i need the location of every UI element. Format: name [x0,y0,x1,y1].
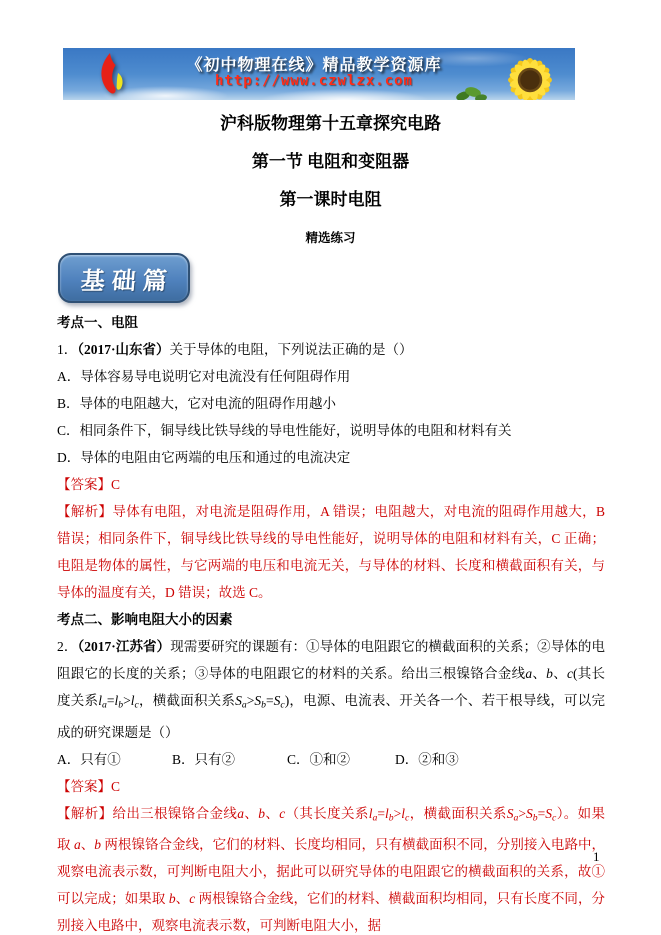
section1-heading: 考点一、电阻 [57,315,138,330]
question-2: 2．（2017·江苏省）现需要研究的课题有：①导体的电阻跟它的横截面积的关系；②导体的电阻跟它的长度的关系；③导体的电阻跟它的材料的关系。给出三根镍铬合金线a、b、c(其长度关系$l_a=l_b>l_c$，横截面积关系$S_a>S_b=S_c$)，电源、电流表、开关各一个、若干根导线，可以完成的研究课题是（） [57,639,606,740]
question-2-option-b: B．只有② [172,751,236,767]
section-title: 第一节 电阻和变阻器 [251,152,410,171]
analysis-2: 【解析】给出三根镍铬合金线a、b、c（其长度关系$l_a=l_b>l_c$，横截面积关系$S_a>S_b=S_c$）。如果取 a、b 两根镍铬合金线，它们的材料、长度均相同，只有横截面积不同，分别接入电路中，观察电流表示数，可判断电阻大小，据此可以研究导体的电阻跟它的横截面积的关系，故①可以完成；如果取 b、c 两根镍铬合金线，它们的材料、横截面积均相同，只有长度不同，分别接入电路中，观察电流表示数，可判断电阻大小，据 [57,805,606,934]
site-banner [63,48,575,100]
question-2-option-d: D．②和③ [395,751,459,767]
document-titles [0,114,661,246]
section2-heading: 考点二、影响电阻大小的因素 [57,612,233,627]
analysis-1: 【解析】导体有电阻，对电流是阻碍作用，A 错误；电阻越大，对电流的阻碍作用越大，B 错误；相同条件下，铜导线比铁导线的导电性能好，说明导体的电阻和材料有关，C 正确；电阻是物体的属性，与它两端的电压和电流无关，与导体的材料、长度和横截面积有关，与导体的温度有关，D 错误；故选 C。 [57,504,605,600]
question-1-option-a: A．导体容易导电说明它对电流没有任何阻碍作用 [57,369,351,384]
exercise-content [57,309,605,935]
question-1-option-c: C．相同条件下，铜导线比铁导线的导电性能好，说明导体的电阻和材料有关 [57,423,512,438]
question-2-options-row [57,746,605,773]
sunflower-image [499,50,561,100]
question-1: 1．（2017·山东省）关于导体的电阻，下列说法正确的是（） [57,342,413,357]
question-2-option-a: A．只有① [57,751,121,767]
answer-1: 【答案】C [57,477,121,492]
question-2-option-c: C．①和② [287,751,351,767]
site-url-link[interactable]: http://www.czwlzx.com [214,73,413,89]
chapter-title: 沪科版物理第十五章探究电路 [220,114,441,133]
question-1-option-d: D．导体的电阻由它两端的电压和通过的电流决定 [57,450,351,465]
answer-2: 【答案】C [57,778,121,794]
leaves-image [455,82,489,100]
page-number: 1 [593,849,600,864]
basics-badge [58,253,190,303]
basics-badge-label: 基础篇 [79,268,175,295]
site-title: 《初中物理在线》精品教学资源库 [186,57,442,74]
question-1-option-b: B．导体的电阻越大，它对电流的阻碍作用越小 [57,396,337,411]
subtitle: 精选练习 [305,231,356,245]
lesson-title: 第一课时电阻 [279,190,382,209]
